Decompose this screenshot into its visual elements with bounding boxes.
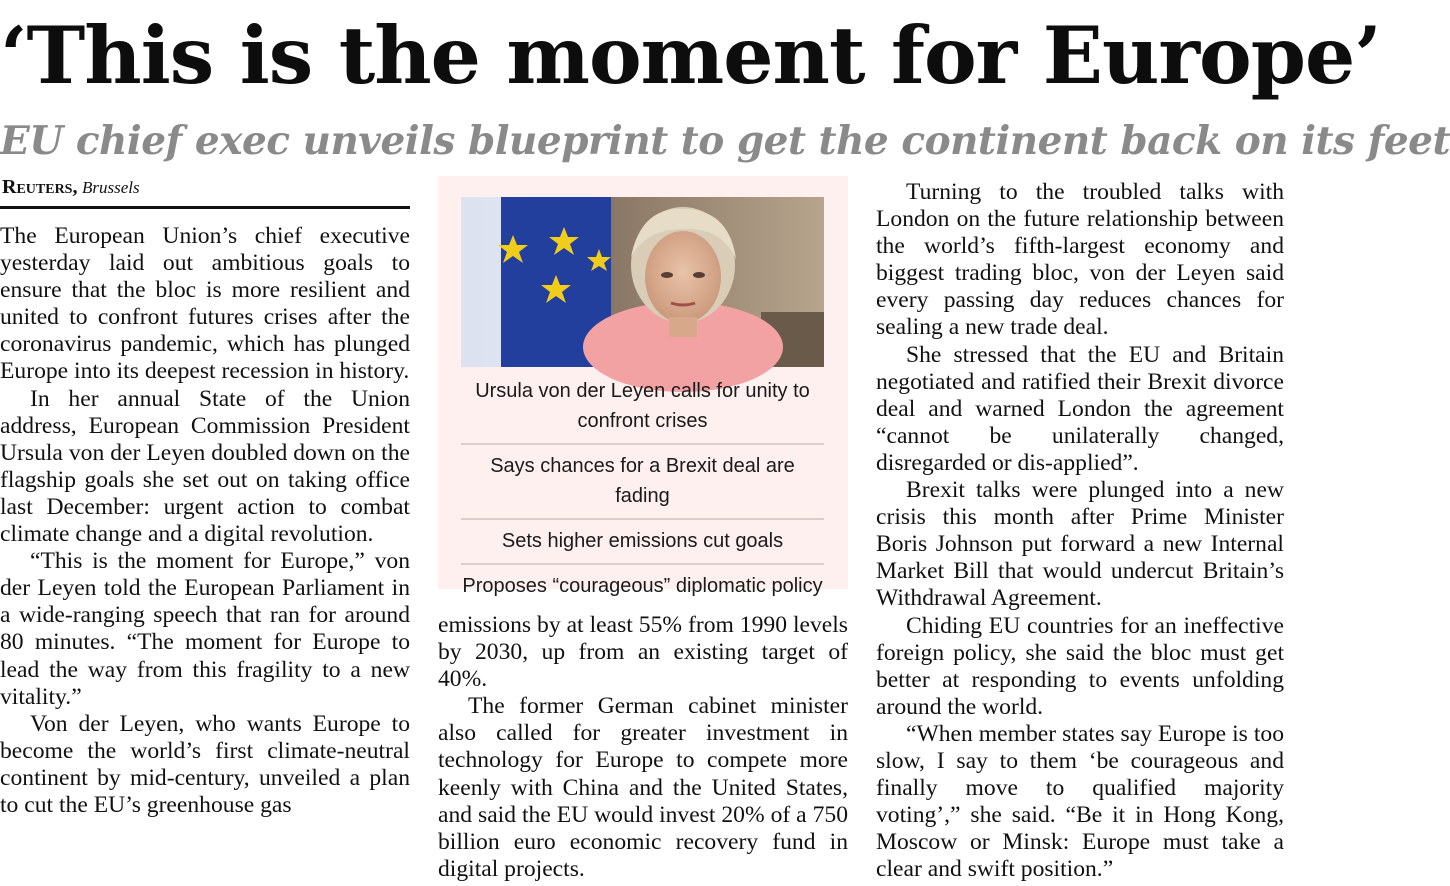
byline-agency: Reuters, — [2, 176, 78, 198]
paragraph: “When member states say Europe is too slow, I say to them ‘be courageous and finally move to qualified majority voting’,” she said. “Be it in Hong Kong, Moscow or Minsk: Europe must take a clear and swift position.” — [876, 720, 1284, 883]
paragraph: Brexit talks were plunged into a new crisis this month after Prime Minister Boris Johnson put forward a new Internal Market Bill that would undercut Britain’s Withdrawal Agreement. — [876, 477, 1284, 612]
paragraph: Chiding EU countries for an ineffective foreign policy, she said the bloc must get better at responding to events unfolding around the world. — [876, 612, 1284, 720]
highlights-box — [438, 176, 848, 597]
article-column-1 — [0, 223, 410, 819]
highlight-item: Sets higher emissions cut goals — [461, 520, 824, 565]
highlight-item: Ursula von der Leyen calls for unity to confront crises — [461, 374, 824, 445]
highlights-list — [461, 374, 824, 608]
paragraph: She stressed that the EU and Britain negotiated and ratified their Brexit divorce deal and warned London the agreement “cannot be unilaterally changed, disregarded or dis-applied”. — [876, 341, 1284, 476]
subheadline: EU chief exec unveils blueprint to get the continent back on its feet — [0, 118, 1450, 164]
article-column-2 — [438, 612, 848, 883]
byline-place: Brussels — [81, 178, 140, 197]
paragraph: emissions by at least 55% from 1990 levels by 2030, up from an existing target of 40%. — [438, 612, 848, 693]
byline — [2, 176, 410, 199]
highlight-item: Says chances for a Brexit deal are fading — [461, 445, 824, 520]
paragraph: The former German cabinet minister also called for greater investment in technology for Europe to compete more keenly with China and the United States, and said the EU would invest 20% of a 750 billion euro economic recovery fund in digital projects. — [438, 693, 848, 882]
paragraph: The European Union’s chief executive yesterday laid out ambitious goals to ensure that the bloc is more resilient and united to confront futures crises after the coronavirus pandemic, which has plunged Europe into its deepest recession in history. — [0, 223, 410, 385]
byline-rule — [0, 206, 410, 209]
paragraph: Turning to the troubled talks with London on the future relationship between the world’s fifth-largest economy and biggest trading bloc, von der Leyen said every passing day reduces chances for sealing a new trade deal. — [876, 179, 1284, 341]
paragraph: “This is the moment for Europe,” von der Leyen told the European Parliament in a wide-ranging speech that ran for around 80 minutes. “The moment for Europe to lead the way from this fragility to a new vitality.” — [0, 548, 410, 710]
article-column-3 — [876, 179, 1284, 883]
paragraph: In her annual State of the Union address, European Commission President Ursula von der Leyen doubled down on the flagship goals she set out on taking office last December: urgent action to combat climate change and a digital revolution. — [0, 385, 410, 548]
highlight-item: Proposes “courageous” diplomatic policy — [462, 575, 823, 597]
headline: ‘This is the moment for Europe’ — [0, 9, 1381, 102]
paragraph: Von der Leyen, who wants Europe to become the world’s first climate-neutral continent by mid-century, unveiled a plan to cut the EU’s greenhouse gas — [0, 710, 410, 818]
photo-ursula-von-der-leyen — [461, 197, 824, 367]
